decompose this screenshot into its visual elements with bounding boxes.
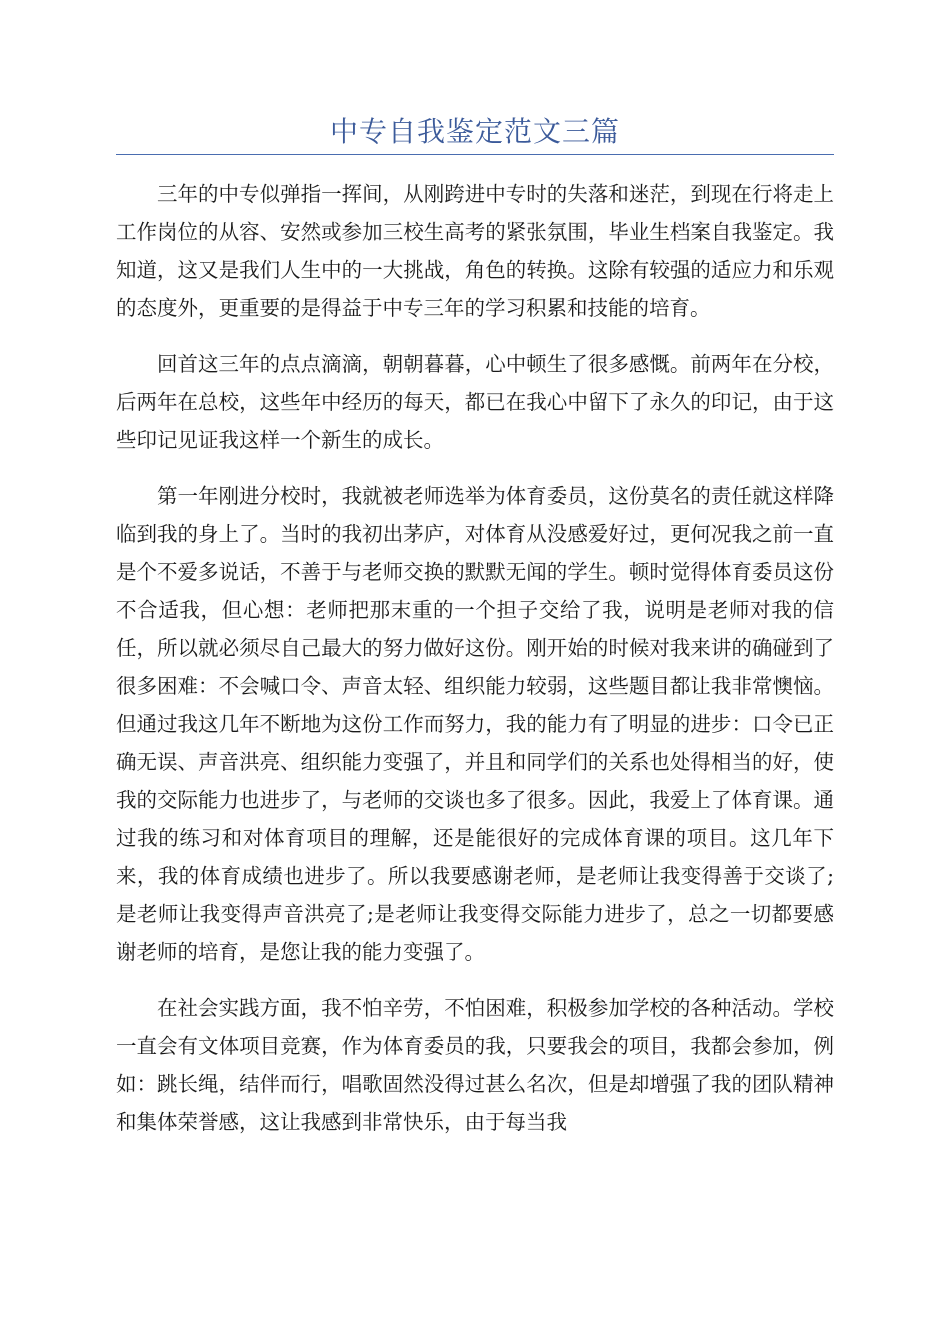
title-underline <box>116 154 834 155</box>
document-title: 中专自我鉴定范文三篇 <box>329 115 620 148</box>
paragraph-1: 三年的中专似弹指一挥间，从刚跨进中专时的失落和迷茫，到现在行将走上工作岗位的从容、安然或参加三校生高考的紧张氛围，毕业生档案自我鉴定。我知道，这又是我们人生中的一大挑战，角色的转换。这除有较强的适应力和乐观的态度外，更重要的是得益于中专三年的学习积累和技能的培育。 <box>116 182 834 320</box>
paragraph-2: 回首这三年的点点滴滴，朝朝暮暮，心中顿生了很多感慨。前两年在分校，后两年在总校，这些年中经历的每天，都已在我心中留下了永久的印记，由于这些印记见证我这样一个新生的成长。 <box>116 352 834 452</box>
paragraph-4: 在社会实践方面，我不怕辛劳，不怕困难，积极参加学校的各种活动。学校一直会有文体项目竞赛，作为体育委员的我，只要我会的项目，我都会参加，例如：跳长绳，结伴而行，唱歌固然没得过甚么名次，但是却增强了我的团队精神和集体荣誉感，这让我感到非常快乐，由于每当我 <box>116 996 834 1134</box>
document-body <box>116 175 834 1159</box>
paragraph-3: 第一年刚进分校时，我就被老师选举为体育委员，这份莫名的责任就这样降临到我的身上了。当时的我初出茅庐，对体育从没感爱好过，更何况我之前一直是个不爱多说话，不善于与老师交换的默默无闻的学生。顿时觉得体育委员这份不合适我，但心想：老师把那末重的一个担子交给了我，说明是老师对我的信任，所以就必须尽自己最大的努力做好这份。刚开始的时候对我来讲的确碰到了很多困难：不会喊口令、声音太轻、组织能力较弱，这些题目都让我非常懊恼。但通过我这几年不断地为这份工作而努力，我的能力有了明显的进步：口令已正确无误、声音洪亮、组织能力变强了，并且和同学们的关系也处得相当的好，使我的交际能力也进步了，与老师的交谈也多了很多。因此，我爱上了体育课。通过我的练习和对体育项目的理解，还是能很好的完成体育课的项目。这几年下来，我的体育成绩也进步了。所以我要感谢老师，是老师让我变得善于交谈了;是老师让我变得声音洪亮了;是老师让我变得交际能力进步了，总之一切都要感谢老师的培育，是您让我的能力变强了。 <box>116 484 834 964</box>
